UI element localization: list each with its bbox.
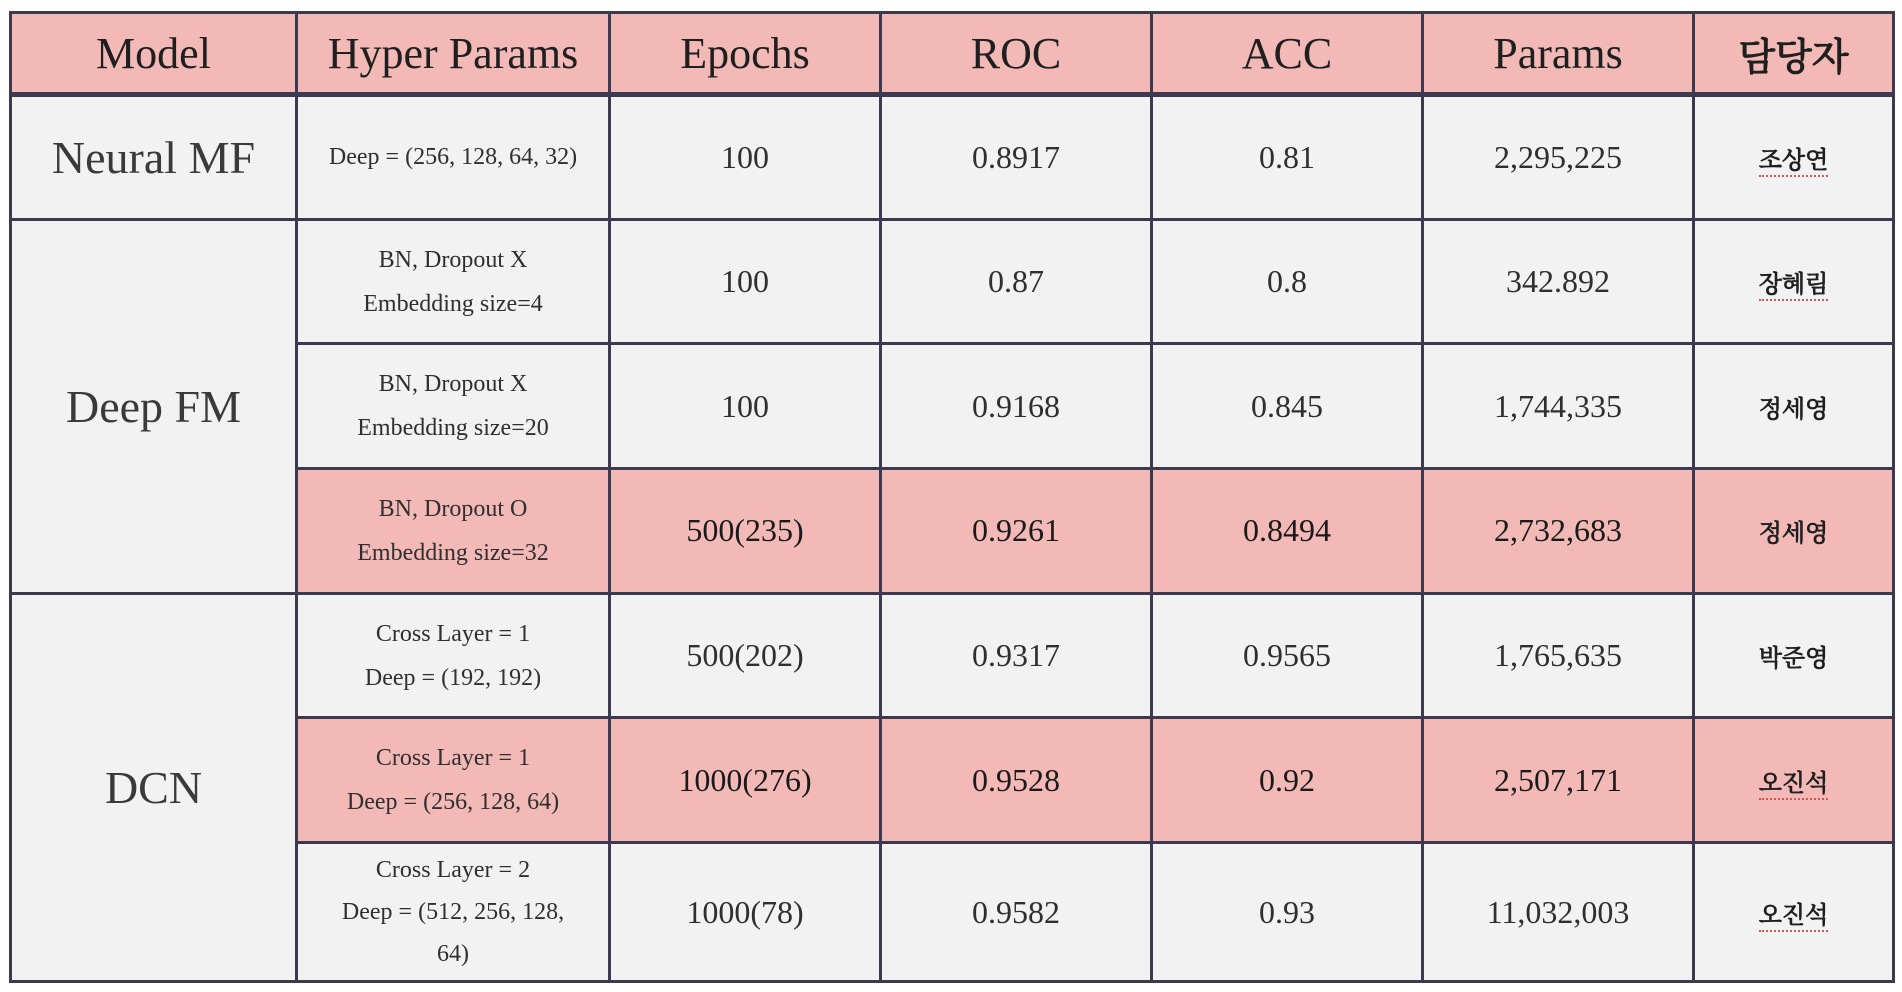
- owner-cell: [1694, 344, 1894, 469]
- hyper-param-line: Cross Layer = 1: [375, 745, 531, 772]
- roc-cell: 0.9261: [881, 469, 1152, 594]
- hyper-param-line: BN, Dropout X: [378, 246, 528, 273]
- header-owner: 담당자: [1694, 13, 1894, 95]
- params-cell: 2,507,171: [1423, 718, 1694, 843]
- acc-cell: 0.8: [1152, 219, 1423, 344]
- roc-cell: 0.9582: [881, 843, 1152, 982]
- owner-cell: [1694, 469, 1894, 594]
- model-name-cell: DCN: [11, 593, 297, 981]
- header-model: Model: [11, 13, 297, 95]
- hyper-param-line: Embedding size=32: [357, 539, 549, 566]
- owner-name: 오진석: [1759, 901, 1829, 932]
- hyper-param-line: 64): [437, 941, 469, 968]
- table-row: [11, 95, 1894, 220]
- hyper-params-cell: [297, 718, 610, 843]
- hyper-param-line: Deep = (512, 256, 128,: [341, 899, 565, 926]
- header-row: [11, 13, 1894, 95]
- header-params: Params: [1423, 13, 1694, 95]
- owner-name: 정세영: [1758, 519, 1829, 548]
- acc-cell: 0.9565: [1152, 593, 1423, 718]
- acc-cell: 0.8494: [1152, 469, 1423, 594]
- params-cell: 2,732,683: [1423, 469, 1694, 594]
- owner-cell: [1694, 593, 1894, 718]
- epochs-cell: 100: [610, 344, 881, 469]
- hyper-param-line: Cross Layer = 2: [375, 857, 531, 884]
- params-cell: 342.892: [1423, 219, 1694, 344]
- hyper-param-line: Deep = (192, 192): [364, 664, 542, 691]
- params-cell: 2,295,225: [1423, 95, 1694, 220]
- hyper-params-cell: [297, 843, 610, 982]
- hyper-params-cell: [297, 469, 610, 594]
- header-roc: ROC: [881, 13, 1152, 95]
- roc-cell: 0.87: [881, 219, 1152, 344]
- table-row: [11, 593, 1894, 718]
- header-acc: ACC: [1152, 13, 1423, 95]
- hyper-param-line: Embedding size=4: [363, 290, 543, 317]
- roc-cell: 0.9317: [881, 593, 1152, 718]
- hyper-param-line: Deep = (256, 128, 64): [346, 789, 560, 816]
- owner-name: 장혜림: [1759, 270, 1829, 301]
- model-comparison-table: [9, 11, 1895, 983]
- hyper-param-line: BN, Dropout O: [378, 495, 528, 522]
- owner-cell: [1694, 718, 1894, 843]
- hyper-params-cell: [297, 344, 610, 469]
- hyper-param-line: BN, Dropout X: [378, 371, 528, 398]
- model-name-cell: Neural MF: [11, 95, 297, 220]
- roc-cell: 0.9168: [881, 344, 1152, 469]
- hyper-param-line: Embedding size=20: [357, 415, 549, 442]
- hyper-params-cell: [297, 219, 610, 344]
- params-cell: 1,744,335: [1423, 344, 1694, 469]
- header-hyper-params: Hyper Params: [297, 13, 610, 95]
- owner-name: 박준영: [1758, 644, 1829, 673]
- epochs-cell: 500(202): [610, 593, 881, 718]
- owner-cell: [1694, 843, 1894, 982]
- hyper-param-line: Deep = (256, 128, 64, 32): [328, 144, 578, 171]
- model-name-cell: Deep FM: [11, 219, 297, 593]
- acc-cell: 0.93: [1152, 843, 1423, 982]
- hyper-param-line: Cross Layer = 1: [375, 620, 531, 647]
- epochs-cell: 500(235): [610, 469, 881, 594]
- results-table-container: [9, 11, 1895, 983]
- roc-cell: 0.9528: [881, 718, 1152, 843]
- params-cell: 1,765,635: [1423, 593, 1694, 718]
- epochs-cell: 1000(276): [610, 718, 881, 843]
- roc-cell: 0.8917: [881, 95, 1152, 220]
- params-cell: 11,032,003: [1423, 843, 1694, 982]
- owner-name: 오진석: [1759, 769, 1829, 800]
- epochs-cell: 1000(78): [610, 843, 881, 982]
- owner-cell: [1694, 219, 1894, 344]
- owner-cell: [1694, 95, 1894, 220]
- epochs-cell: 100: [610, 95, 881, 220]
- acc-cell: 0.845: [1152, 344, 1423, 469]
- hyper-params-cell: [297, 95, 610, 220]
- hyper-params-cell: [297, 593, 610, 718]
- owner-name: 정세영: [1758, 394, 1829, 423]
- table-row: [11, 219, 1894, 344]
- header-epochs: Epochs: [610, 13, 881, 95]
- epochs-cell: 100: [610, 219, 881, 344]
- acc-cell: 0.81: [1152, 95, 1423, 220]
- acc-cell: 0.92: [1152, 718, 1423, 843]
- owner-name: 조상연: [1759, 146, 1829, 177]
